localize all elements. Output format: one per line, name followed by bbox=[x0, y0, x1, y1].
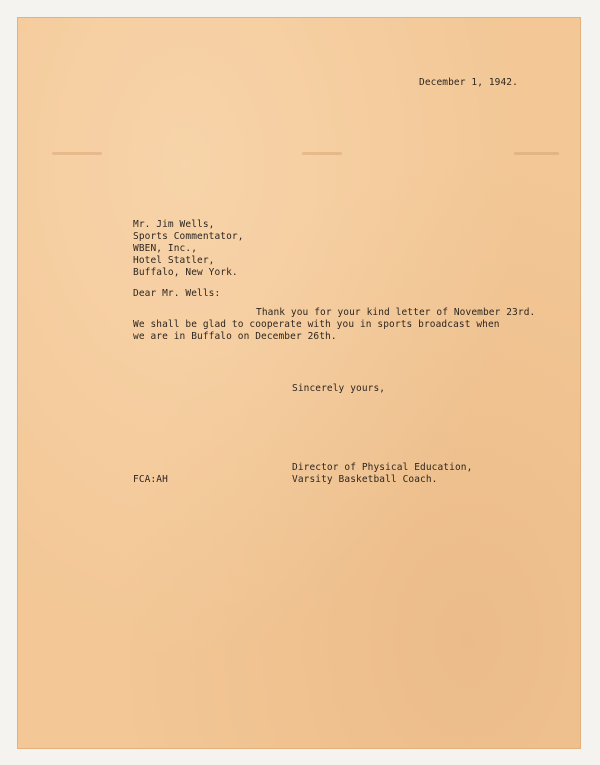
faint-mark bbox=[514, 152, 559, 155]
address-line: Mr. Jim Wells, bbox=[133, 219, 215, 230]
address-line: WBEN, Inc., bbox=[133, 243, 198, 254]
body-line: Thank you for your kind letter of November 23rd. bbox=[256, 307, 536, 318]
reference-initials: FCA:AH bbox=[133, 474, 168, 485]
closing: Sincerely yours, bbox=[292, 383, 386, 394]
salutation: Dear Mr. Wells: bbox=[133, 288, 221, 299]
address-line: Buffalo, New York. bbox=[133, 267, 238, 278]
letter-page bbox=[17, 17, 581, 749]
signature-title: Director of Physical Education, bbox=[292, 462, 473, 473]
address-line: Sports Commentator, bbox=[133, 231, 244, 242]
signature-title: Varsity Basketball Coach. bbox=[292, 474, 438, 485]
body-line: we are in Buffalo on December 26th. bbox=[133, 331, 337, 342]
letter-date: December 1, 1942. bbox=[419, 77, 518, 88]
body-line: We shall be glad to cooperate with you in sports broadcast when bbox=[133, 319, 500, 330]
faint-mark bbox=[302, 152, 342, 155]
faint-mark bbox=[52, 152, 102, 155]
address-line: Hotel Statler, bbox=[133, 255, 215, 266]
